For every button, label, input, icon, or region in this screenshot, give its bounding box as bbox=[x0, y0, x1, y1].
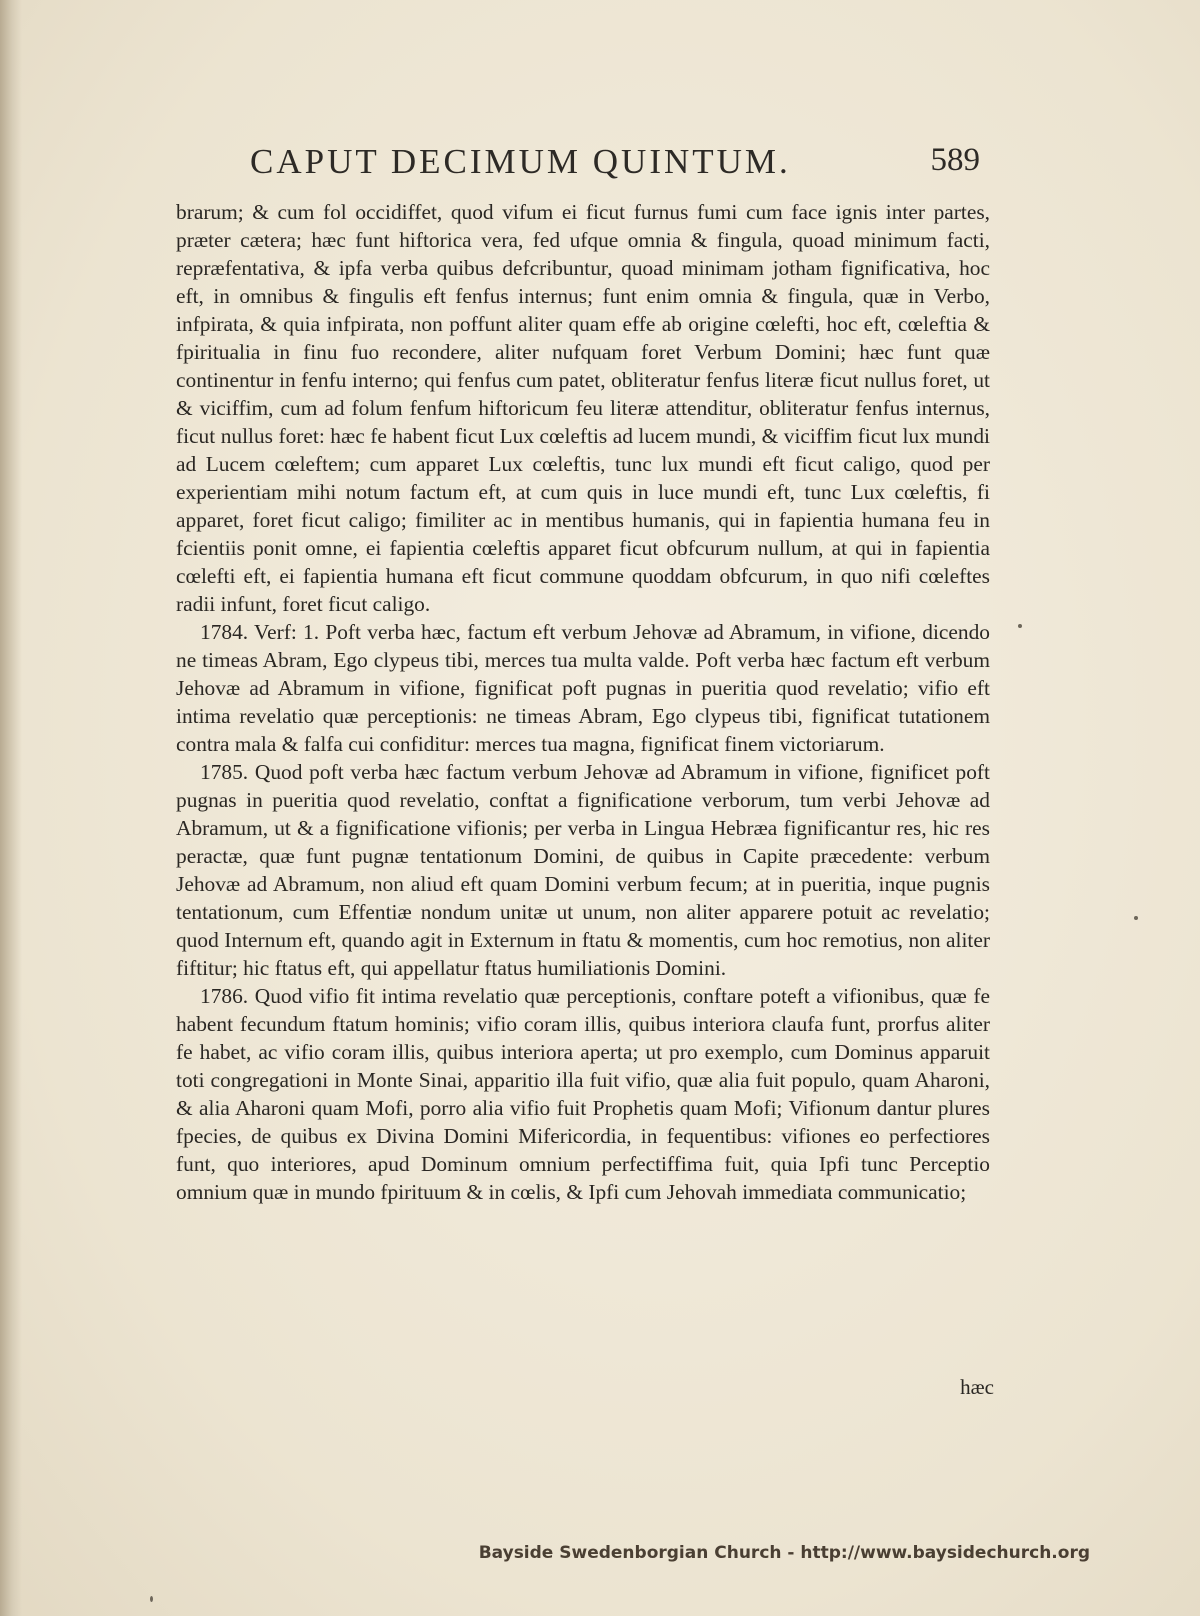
paragraph-1784: 1784. Verf: 1. Poft verba hæc, factum eft verbum Jehovæ ad Abramum, in vifione, dicendo ne timeas Abram, Ego clypeus tibi, merces tua multa valde. Poft verba hæc factum eft verbum Jehovæ ad Abramum in vifione, fignificat poft pugnas in pueritia quod revelatio; vifio eft intima revelatio quæ perceptionis: ne timeas Abram, Ego clypeus tibi, fignificat tutationem contra mala & falfa cui confiditur: merces tua magna, fignificat finem victoriarum. bbox=[176, 620, 990, 756]
body-text bbox=[176, 198, 990, 1206]
catchword: hæc bbox=[960, 1375, 994, 1399]
page-number: 589 bbox=[930, 142, 980, 178]
footer-credit: Bayside Swedenborgian Church - http://www.baysidechurch.org bbox=[478, 1543, 1090, 1563]
paper-speck bbox=[1134, 916, 1138, 920]
paragraph-continuation: brarum; & cum fol occidiffet, quod vifum ei ficut furnus fumi cum face ignis inter partes, præter cætera; hæc funt hiftorica vera, fed ufque omnia & fingula, quoad minimum facti, repræfentativa, & ipfa verba quibus defcribuntur, quoad minimam jotham fignificativa, hoc eft, in omnibus & fingulis eft fenfus internus; funt enim omnia & fingula, quæ in Verbo, infpirata, & quia infpirata, non poffunt aliter quam effe ab origine cœlefti, hoc eft, cœleftia & fpiritualia in finu fuo recondere, aliter nufquam foret Verbum Domini; hæc funt quæ continentur in fenfu interno; qui fenfus cum patet, obliteratur fenfus literæ ficut nullus foret, ut & viciffim, cum ad folum fenfum hiftoricum feu literæ attenditur, obliteratur fenfus internus, ficut nullus foret: hæc fe habent ficut Lux cœleftis ad lucem mundi, & viciffim ficut lux mundi ad Lucem cœleftem; cum apparet Lux cœleftis, tunc lux mundi eft ficut caligo, quod per experientiam mihi notum factum eft, at cum quis in luce mundi eft, tunc Lux cœleftis, fi apparet, foret ficut caligo; fimiliter ac in mentibus humanis, qui in fapientia humana feu in fcientiis ponit omne, ei fapientia cœleftis apparet ficut obfcurum nullum, at qui in fapientia cœlefti eft, ei fapientia humana eft ficut commune quoddam obfcurum, in quo nifi cœleftes radii infunt, foret ficut caligo. bbox=[176, 200, 990, 616]
chapter-title: CAPUT DECIMUM QUINTUM. bbox=[250, 142, 791, 181]
paper-speck bbox=[150, 1596, 153, 1602]
paragraph-1786: 1786. Quod vifio fit intima revelatio quæ perceptionis, conftare poteft a vifionibus, quæ fe habent fecundum ftatum hominis; vifio coram illis, quibus interiora claufa funt, prorfus aliter fe habet, ac vifio coram illis, quibus interiora aperta; ut pro exemplo, cum Dominus apparuit toti congregationi in Monte Sinai, apparitio illa fuit vifio, quæ alia fuit populo, quam Aharoni, & alia Aharoni quam Mofi, porro alia vifio fuit Prophetis quam Mofi; Vifionum dantur plures fpecies, de quibus ex Divina Domini Mifericordia, in fequentibus: vifiones eo perfectiores funt, quo interiores, apud Dominum omnium perfectiffima fuit, quia Ipfi tunc Perceptio omnium quæ in mundo fpirituum & in cœlis, & Ipfi cum Jehovah immediata communicatio; bbox=[176, 984, 990, 1204]
running-head bbox=[250, 140, 980, 192]
page-binding-edge bbox=[0, 0, 22, 1616]
paper-speck bbox=[1018, 624, 1022, 628]
paragraph-1785: 1785. Quod poft verba hæc factum verbum Jehovæ ad Abramum in vifione, fignificet poft pugnas in pueritia quod revelatio, conftat a fignificatione verborum, tum verbi Jehovæ ad Abramum, ut & a fignificatione vifionis; per verba in Lingua Hebræa fignificantur res, hic res peractæ, quæ funt pugnæ tentationum Domini, de quibus in Capite præcedente: verbum Jehovæ ad Abramum, non aliud eft quam Domini verbum fecum; at in pueritia, inque pugnis tentationum, cum Effentiæ nondum unitæ ut unum, non aliter apparere potuit ac revelatio; quod Internum eft, quando agit in Externum in ftatu & momentis, cum hoc remotius, non aliter fiftitur; hic ftatus eft, qui appellatur ftatus humiliationis Domini. bbox=[176, 760, 990, 980]
